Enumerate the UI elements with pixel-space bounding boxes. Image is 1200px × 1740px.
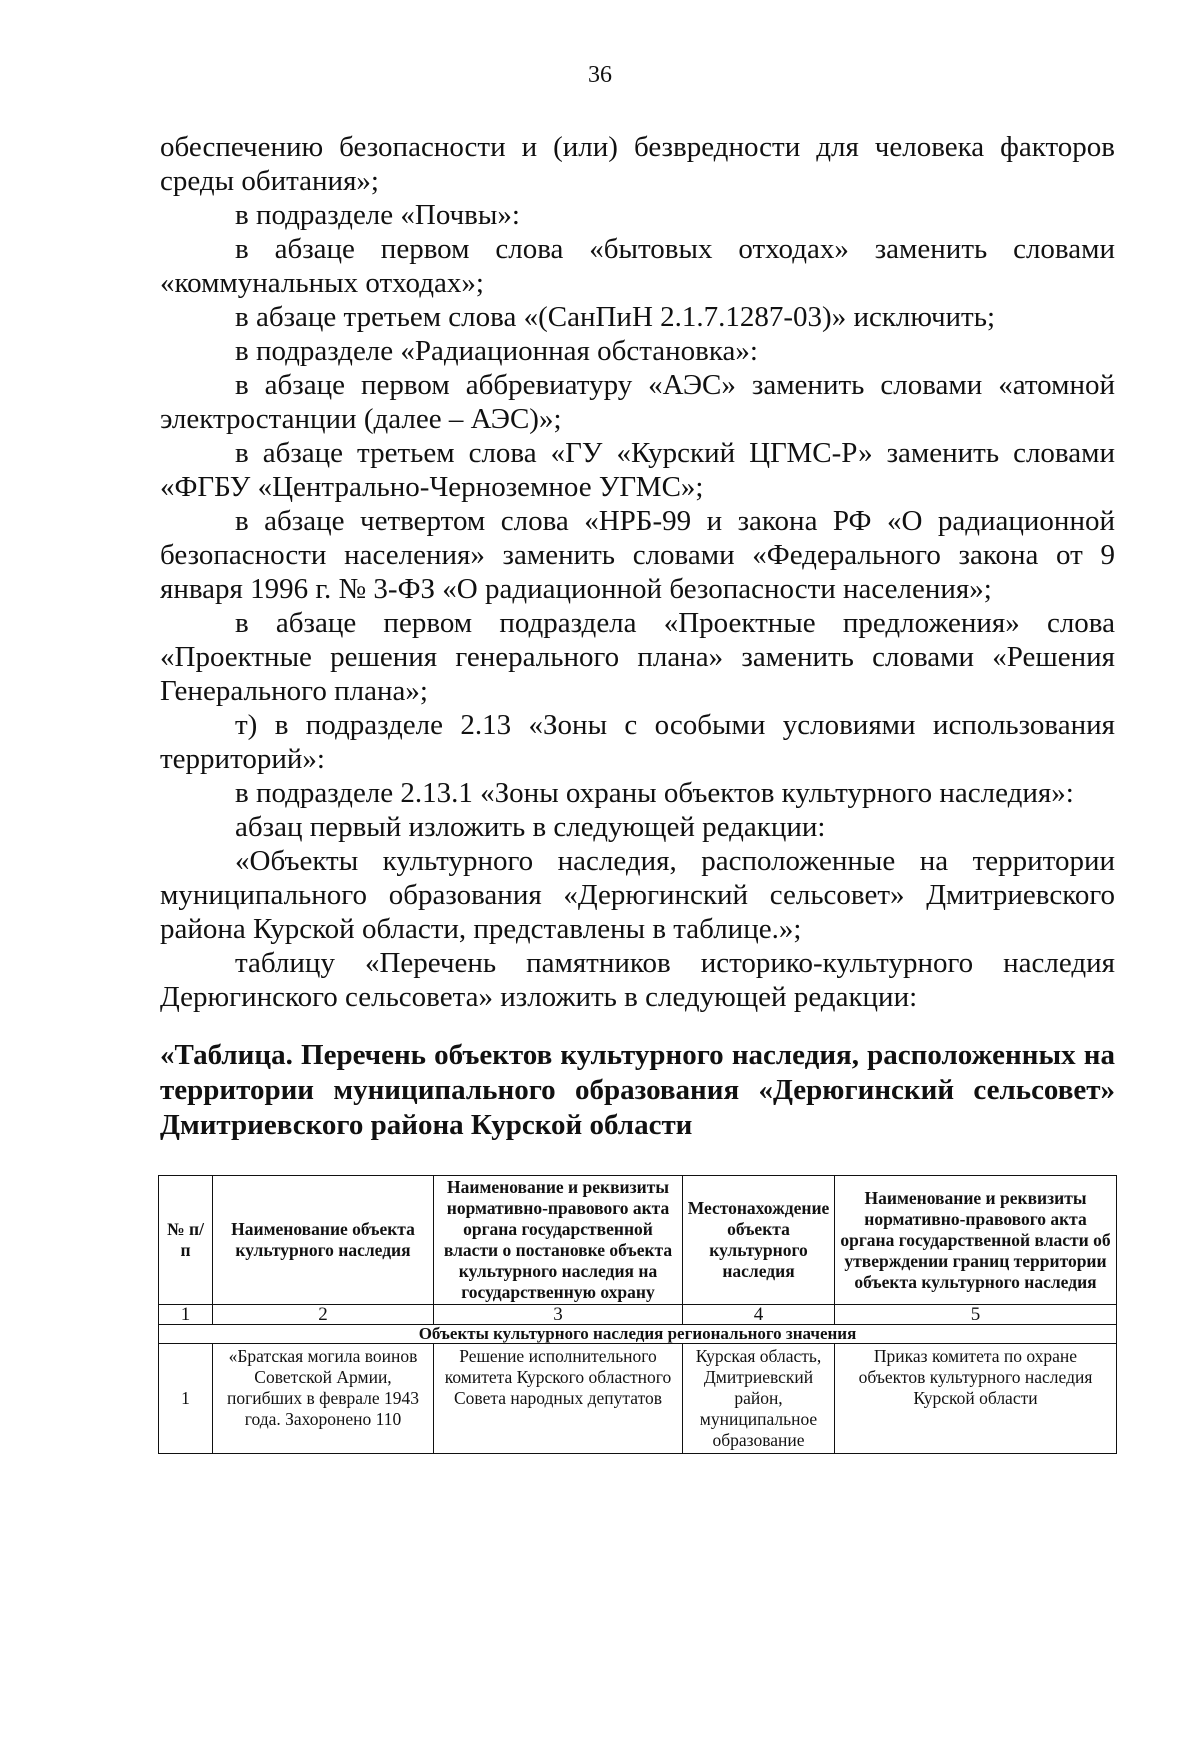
- header-number: № п/п: [159, 1176, 213, 1305]
- paragraph: абзац первый изложить в следующей редакции:: [235, 811, 826, 843]
- header-protection-act: Наименование и реквизиты нормативно-правового акта органа государственной власти о постановке объекта культурного наследия на государственную охрану: [434, 1176, 683, 1305]
- table-row: [159, 1344, 1117, 1454]
- column-number: 2: [213, 1305, 434, 1325]
- paragraph: т) в подразделе 2.13 «Зоны с особыми условиями использования территорий»:: [160, 709, 1115, 775]
- protection-act-cell: Решение исполнительного комитета Курского областного Совета народных депутатов: [434, 1344, 683, 1454]
- location-cell: Курская область, Дмитриевский район, муниципальное образование: [683, 1344, 835, 1454]
- paragraph: в подразделе «Радиационная обстановка»:: [235, 335, 758, 367]
- column-number: 1: [159, 1305, 213, 1325]
- page-number: 36: [588, 62, 612, 88]
- table-header-row: [159, 1176, 1117, 1305]
- paragraph: в абзаце первом слова «бытовых отходах» заменить словами «коммунальных отходах»;: [160, 233, 1115, 299]
- column-number-row: [159, 1305, 1117, 1325]
- paragraph: «Объекты культурного наследия, расположенные на территории муниципального образования «Дерюгинский сельсовет» Дмитриевского района Курской области, представлены в таблице.»;: [160, 845, 1115, 945]
- paragraph: обеспечению безопасности и (или) безвредности для человека факторов среды обитания»;: [160, 131, 1115, 197]
- paragraph: в абзаце третьем слова «(СанПиН 2.1.7.1287-03)» исключить;: [235, 301, 996, 333]
- boundary-act-cell: Приказ комитета по охране объектов культурного наследия Курской области: [835, 1344, 1117, 1454]
- heritage-table: [158, 1175, 1117, 1454]
- column-number: 3: [434, 1305, 683, 1325]
- row-number: 1: [159, 1344, 213, 1454]
- header-location: Местонахождение объекта культурного наследия: [683, 1176, 835, 1305]
- section-title: Объекты культурного наследия регионального значения: [159, 1325, 1117, 1344]
- paragraph: в подразделе «Почвы»:: [235, 199, 520, 231]
- table-title: «Таблица. Перечень объектов культурного наследия, расположенных на территории муниципального образования «Дерюгинский сельсовет» Дмитриевского района Курской области: [160, 1039, 1115, 1141]
- column-number: 5: [835, 1305, 1117, 1325]
- paragraph: таблицу «Перечень памятников историко-культурного наследия Дерюгинского сельсовета» изложить в следующей редакции:: [160, 947, 1115, 1013]
- paragraph: в абзаце первом аббревиатуру «АЭС» заменить словами «атомной электростанции (далее – АЭС)»;: [160, 369, 1115, 435]
- section-row: [159, 1325, 1117, 1344]
- header-boundary-act: Наименование и реквизиты нормативно-правового акта органа государственной власти об утверждении границ территории объекта культурного наследия: [835, 1176, 1117, 1305]
- paragraph: в абзаце первом подраздела «Проектные предложения» слова «Проектные решения генерального плана» заменить словами «Решения Генерального плана»;: [160, 607, 1115, 707]
- document-body: [160, 130, 1115, 1014]
- column-number: 4: [683, 1305, 835, 1325]
- paragraph: в абзаце четвертом слова «НРБ-99 и закона РФ «О радиационной безопасности населения» заменить словами «Федерального закона от 9 января 1996 г. № 3-ФЗ «О радиационной безопасности населения»;: [160, 505, 1115, 605]
- header-object-name: Наименование объекта культурного наследия: [213, 1176, 434, 1305]
- paragraph: в абзаце третьем слова «ГУ «Курский ЦГМС-Р» заменить словами «ФГБУ «Центрально-Черноземное УГМС»;: [160, 437, 1115, 503]
- paragraph: в подразделе 2.13.1 «Зоны охраны объектов культурного наследия»:: [235, 777, 1074, 809]
- object-name-cell: «Братская могила воинов Советской Армии, погибших в феврале 1943 года. Захоронено 110: [213, 1344, 434, 1454]
